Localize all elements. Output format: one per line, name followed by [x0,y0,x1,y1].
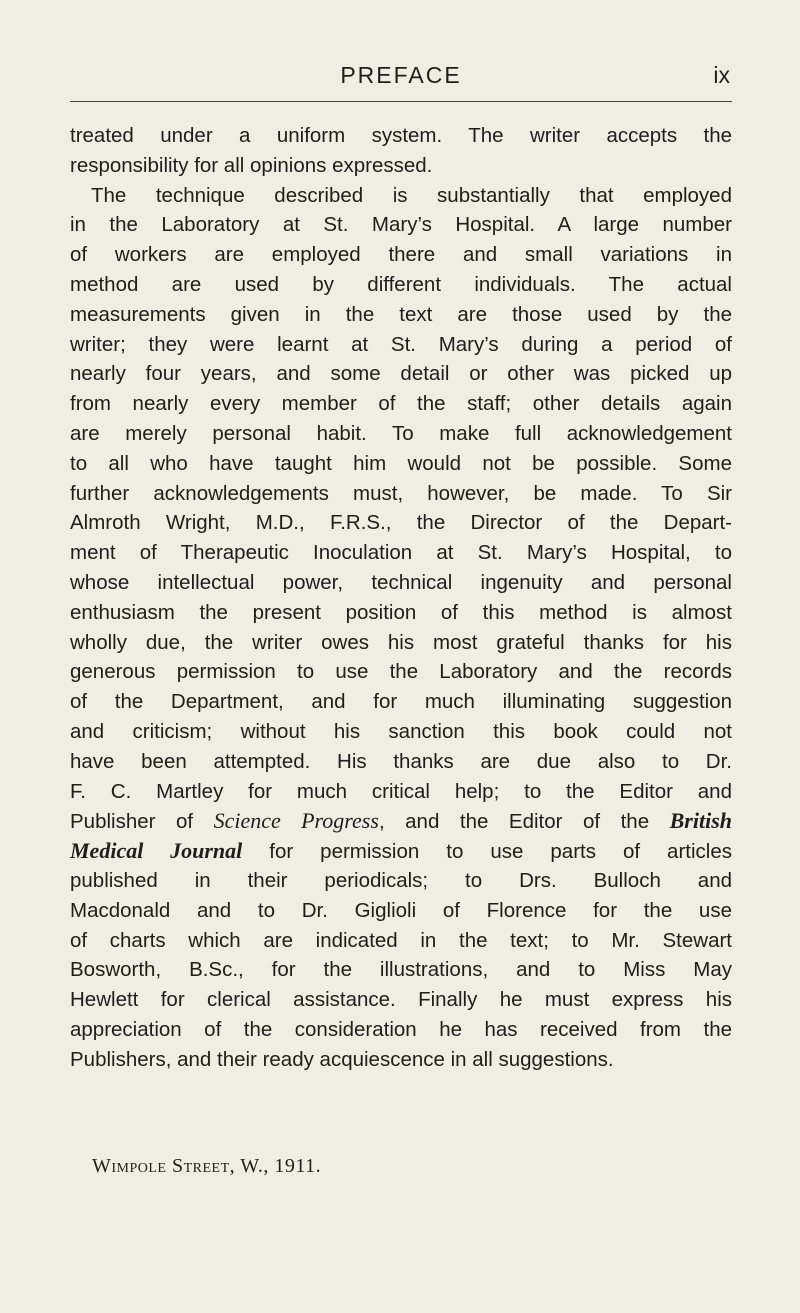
running-head [70,56,732,96]
text-fragment: Publisher of [70,810,214,834]
text-line: responsibility for all opinions expressed. [70,153,433,177]
text-line: wholly due, the writer owes his most grateful thanks for his [70,630,732,654]
text-line: Hewlett for clerical assistance. Finally he must express his [70,988,732,1012]
text-line: Publishers, and their ready acquiescence in all suggestions. [70,1047,614,1071]
header-rule [70,101,732,102]
page-title: PREFACE [340,62,462,88]
text-line: enthusiasm the present position of this method is almost [70,600,732,624]
text-line: Almroth Wright, M.D., F.R.S., the Director of the Depart- [70,511,732,535]
text-line: measurements given in the text are those used by the [70,302,732,326]
text-line: from nearly every member of the staff; other details again [70,392,732,416]
preface-text [70,121,732,1075]
text-fragment: , and the Editor of the [378,810,670,834]
text-line: generous permission to use the Laboratory and the records [70,660,732,684]
text-line: in the Laboratory at St. Mary’s Hospital. A large number [70,213,732,237]
text-line: Macdonald and to Dr. Giglioli of Florence for the use [70,898,732,922]
text-line: published in their periodicals; to Drs. Bulloch and [70,868,732,892]
text-line: appreciation of the consideration he has received from the [70,1017,732,1041]
italic-title: Science Progress [213,808,379,834]
page-number: ix [713,62,730,88]
text-line: ment of Therapeutic Inoculation at St. Mary’s Hospital, to [70,541,732,565]
text-line: are merely personal habit. To make full acknowledgement [70,421,732,445]
text-line: of workers are employed there and small variations in [70,243,732,267]
text-line [70,836,732,866]
text-line: Bosworth, B.Sc., for the illustrations, and to Miss May [70,958,732,982]
text-line: of the Department, and for much illuminating suggestion [70,690,732,714]
text-fragment: for permission to use parts of articles [242,840,732,864]
italic-title: Medical Journal [70,838,243,864]
text-line: nearly four years, and some detail or other was picked up [70,362,732,386]
italic-title: British [669,808,732,834]
signoff: Wimpole Street, W., 1911. [92,1155,322,1177]
text-line: whose intellectual power, technical ingenuity and personal [70,570,732,594]
text-line: to all who have taught him would not be possible. Some [70,451,732,475]
text-line: of charts which are indicated in the text; to Mr. Stewart [70,928,732,952]
text-line: F. C. Martley for much critical help; to the Editor and [70,779,732,803]
text-line: further acknowledgements must, however, be made. To Sir [70,481,732,505]
text-line: have been attempted. His thanks are due also to Dr. [70,749,732,773]
text-line: The technique described is substantially that employed [91,183,732,207]
text-line: writer; they were learnt at St. Mary’s during a period of [70,332,732,356]
text-line: treated under a uniform system. The writer accepts the [70,124,732,147]
text-line: method are used by different individuals. The actual [70,272,732,296]
text-line [70,806,732,836]
text-line: and criticism; without his sanction this book could not [70,719,732,743]
